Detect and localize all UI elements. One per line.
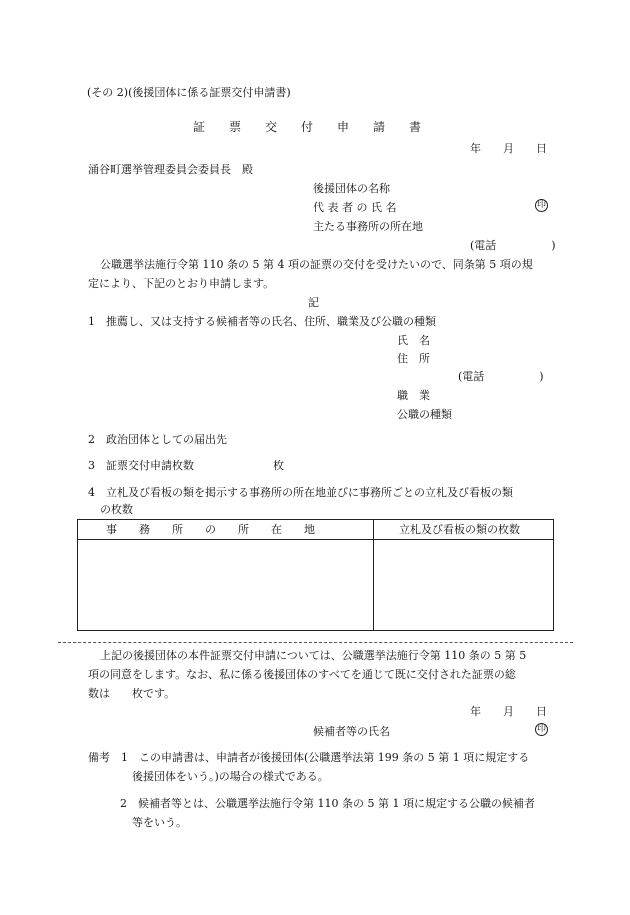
item-1: 1 推薦し、又は支持する候補者等の氏名、住所、職業及び公職の種類 bbox=[88, 315, 436, 328]
item-3-unit: 枚 bbox=[273, 459, 284, 472]
item-3: 3 証票交付申請枚数 bbox=[88, 459, 194, 472]
note-2-line-1: 2 候補者等とは、公職選挙法施行令第 110 条の 5 第 1 項に規定する公職の候補者 bbox=[120, 797, 535, 810]
office-sign-table bbox=[77, 519, 554, 631]
table-header-office-address: 事 務 所 の 所 在 地 bbox=[106, 523, 315, 536]
candidate-address-label: 住 所 bbox=[397, 352, 430, 365]
item-2: 2 政治団体としての届出先 bbox=[88, 433, 227, 446]
candidate-name-label: 氏 名 bbox=[397, 334, 430, 347]
consent-line-2: 項の同意をします。なお、私に係る後援団体のすべてを通じて既に交付された証票の総 bbox=[88, 668, 516, 681]
candidate-seal-icon: 印 bbox=[536, 724, 546, 734]
item-4-line-1: 4 立札及び看板の類を掲示する事務所の所在地並びに事務所ごとの立札及び看板の類 bbox=[88, 486, 513, 499]
sign-count-cell[interactable] bbox=[374, 540, 553, 630]
applicant-phone-label: (電話 ) bbox=[470, 239, 556, 252]
intro-line-2: 定により、下記のとおり申請します。 bbox=[88, 277, 275, 290]
representative-name-label: 代 表 者 の 氏 名 bbox=[313, 201, 397, 214]
note-1-line-2: 後援団体をいう。)の場合の様式である。 bbox=[132, 770, 329, 783]
dashed-separator bbox=[58, 642, 573, 643]
candidate-phone-label: (電話 ) bbox=[458, 370, 544, 383]
candidate-signature-label: 候補者等の氏名 bbox=[313, 725, 390, 738]
intro-line-1: 公職選挙法施行令第 110 条の 5 第 4 項の証票の交付を受けたいので、同条第 5 項の規 bbox=[100, 258, 533, 271]
table-header-sign-count: 立札及び看板の類の枚数 bbox=[399, 523, 520, 536]
consent-date: 年 月 日 bbox=[470, 705, 547, 718]
application-date: 年 月 日 bbox=[470, 142, 547, 155]
form-subtitle: (その 2)(後援団体に係る証票交付申請書) bbox=[87, 86, 291, 99]
office-address-cell[interactable] bbox=[78, 540, 373, 630]
note-2-line-2: 等をいう。 bbox=[132, 816, 187, 829]
consent-line-1: 上記の後援団体の本件証票交付申請については、公職選挙法施行令第 110 条の 5 第 5 bbox=[100, 649, 527, 662]
addressee: 涌谷町選挙管理委員会委員長 殿 bbox=[88, 163, 253, 176]
item-4-line-2: の枚数 bbox=[100, 503, 133, 516]
candidate-job-label: 職 業 bbox=[397, 389, 430, 402]
consent-line-3: 数は 枚です。 bbox=[88, 687, 176, 700]
org-name-label: 後援団体の名称 bbox=[313, 182, 390, 195]
ki-heading: 記 bbox=[308, 296, 319, 309]
candidate-office-type-label: 公職の種類 bbox=[397, 408, 452, 421]
office-address-label: 主たる事務所の所在地 bbox=[313, 220, 423, 233]
form-title: 証 票 交 付 申 請 書 bbox=[193, 120, 422, 134]
seal-icon: 印 bbox=[536, 200, 546, 210]
note-1-line-1: 備考 1 この申請書は、申請者が後援団体(公職選挙法第 199 条の 5 第 1 項に規定する bbox=[88, 751, 530, 764]
